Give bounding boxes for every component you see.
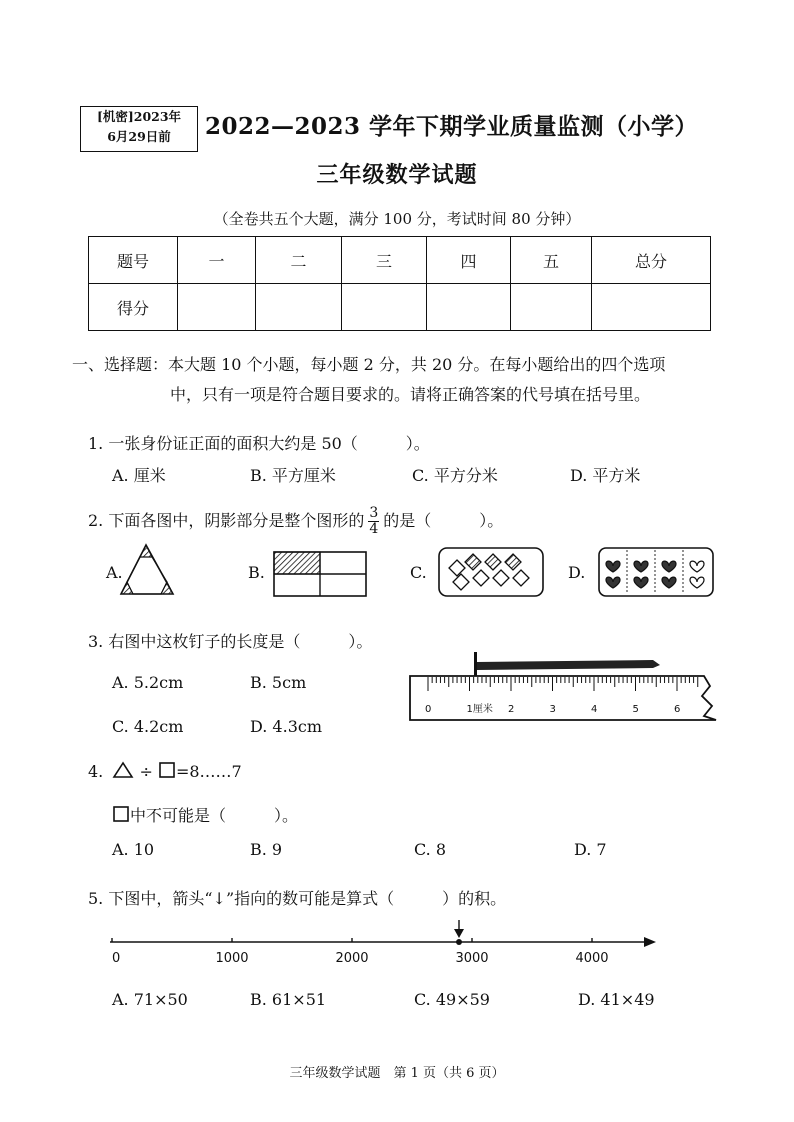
score-blank-cell[interactable]: [592, 284, 711, 331]
q2-stem: [88, 506, 503, 537]
score-blank-cell[interactable]: [256, 284, 342, 331]
confidential-stamp: [80, 106, 198, 152]
q3-option-b[interactable]: B. 5cm: [250, 673, 307, 692]
ruler-body: [410, 676, 716, 720]
q4-line2: [112, 803, 298, 826]
exam-title: 2022—2023 学年下期学业质量监测（小学）: [205, 113, 699, 140]
q3-option-c[interactable]: C. 4.2cm: [112, 717, 184, 736]
score-cell: 四: [427, 237, 511, 284]
score-table: [88, 236, 711, 331]
q1-stem: 1. 一张身份证正面的面积大约是 50（ ）。: [88, 434, 430, 453]
diamonds-figure-c: [437, 546, 545, 598]
q4-line2-text: 中不可能是（ ）。: [130, 806, 299, 825]
ruler-label: 0: [425, 704, 432, 715]
confidential-line-2: 6月29日前: [107, 129, 171, 144]
number-line-arrowhead: [644, 937, 656, 947]
axis-label: 2000: [335, 951, 369, 966]
arrow-point-dot: [456, 939, 462, 945]
axis-label: 3000: [455, 951, 489, 966]
ruler-label: 6: [674, 704, 681, 715]
q1-option-b[interactable]: B. 平方厘米: [250, 466, 336, 485]
axis-label: 0: [112, 951, 121, 966]
ruler-label: 2: [508, 704, 515, 715]
score-blank-cell[interactable]: [511, 284, 592, 331]
score-blank-cell[interactable]: [427, 284, 511, 331]
q2-stem-before: 2. 下面各图中，阴影部分是整个图形的: [88, 511, 365, 530]
q5-option-c[interactable]: C. 49×59: [414, 990, 490, 1009]
score-row-label: 得分: [89, 284, 178, 331]
score-cell: 总分: [592, 237, 711, 284]
score-cell: 一: [178, 237, 256, 284]
q4-option-b[interactable]: B. 9: [250, 840, 283, 859]
fraction-numerator: 3: [369, 505, 379, 521]
q1-option-c[interactable]: C. 平方分米: [412, 466, 498, 485]
q3-option-a[interactable]: A. 5.2cm: [112, 673, 184, 692]
q4-expression: =8……7: [175, 762, 242, 781]
q4-option-d[interactable]: D. 7: [574, 840, 607, 859]
q2-label-c[interactable]: C.: [410, 563, 427, 582]
ruler-label: 3: [549, 704, 556, 715]
q5-option-b[interactable]: B. 61×51: [250, 990, 327, 1009]
down-arrowhead: [454, 929, 464, 938]
score-table-score-row: [89, 284, 711, 331]
score-cell: 题号: [89, 237, 178, 284]
score-cell: 二: [256, 237, 342, 284]
q4-number: 4.: [88, 762, 104, 781]
q4-option-c[interactable]: C. 8: [414, 840, 447, 859]
q2-label-b[interactable]: B.: [248, 563, 265, 582]
q1-option-d[interactable]: D. 平方米: [570, 466, 641, 485]
section1-instructions-line2: 中，只有一项是符合题目要求的。请将正确答案的代号填在括号里。: [170, 385, 651, 404]
q2-stem-after: 的是（ ）。: [383, 511, 504, 530]
fraction-three-quarters: [368, 506, 379, 537]
square-icon: [112, 805, 130, 823]
rectangle-figure-b: [272, 550, 368, 598]
divide-sign: ÷: [139, 762, 153, 781]
ruler-with-nail: [408, 648, 724, 726]
ruler-label: 4: [591, 704, 598, 715]
q2-label-a[interactable]: A.: [106, 563, 123, 582]
q5-option-d[interactable]: D. 41×49: [578, 990, 655, 1009]
confidential-line-1: [机密]2023年: [96, 109, 182, 124]
q2-label-d[interactable]: D.: [568, 563, 586, 582]
section1-instructions-line1: 一、选择题：本大题 10 个小题，每小题 2 分，共 20 分。在每小题给出的四个选项: [72, 355, 666, 374]
hearts-figure-d: [597, 546, 715, 598]
q5-option-a[interactable]: A. 71×50: [112, 990, 188, 1009]
score-blank-cell[interactable]: [342, 284, 427, 331]
page-footer: 三年级数学试题 第 1 页（共 6 页）: [289, 1066, 505, 1081]
q4-stem: [88, 761, 242, 781]
score-cell: 三: [342, 237, 427, 284]
axis-label: 1000: [215, 951, 249, 966]
exam-subtitle: 三年级数学试题: [316, 162, 478, 188]
score-cell: 五: [511, 237, 592, 284]
axis-label: 4000: [575, 951, 609, 966]
exam-note: （全卷共五个大题，满分 100 分，考试时间 80 分钟）: [213, 210, 581, 228]
square-icon: [158, 761, 176, 779]
triangle-figure-a: [118, 542, 180, 598]
ruler-label: 5: [632, 704, 639, 715]
q4-option-a[interactable]: A. 10: [112, 840, 155, 859]
q5-stem: 5. 下图中，箭头“↓”指向的数可能是算式（ ）的积。: [88, 889, 507, 908]
triangle-icon: [112, 761, 134, 779]
q3-stem: 3. 右图中这枚钉子的长度是（ ）。: [88, 632, 373, 651]
ruler-label: 1厘米: [466, 704, 493, 715]
fraction-denominator: 4: [369, 521, 379, 537]
q1-option-a[interactable]: A. 厘米: [112, 466, 166, 485]
number-line: [100, 916, 666, 968]
nail-body: [477, 660, 660, 670]
score-blank-cell[interactable]: [178, 284, 256, 331]
q3-option-d[interactable]: D. 4.3cm: [250, 717, 323, 736]
score-table-header-row: [89, 237, 711, 284]
